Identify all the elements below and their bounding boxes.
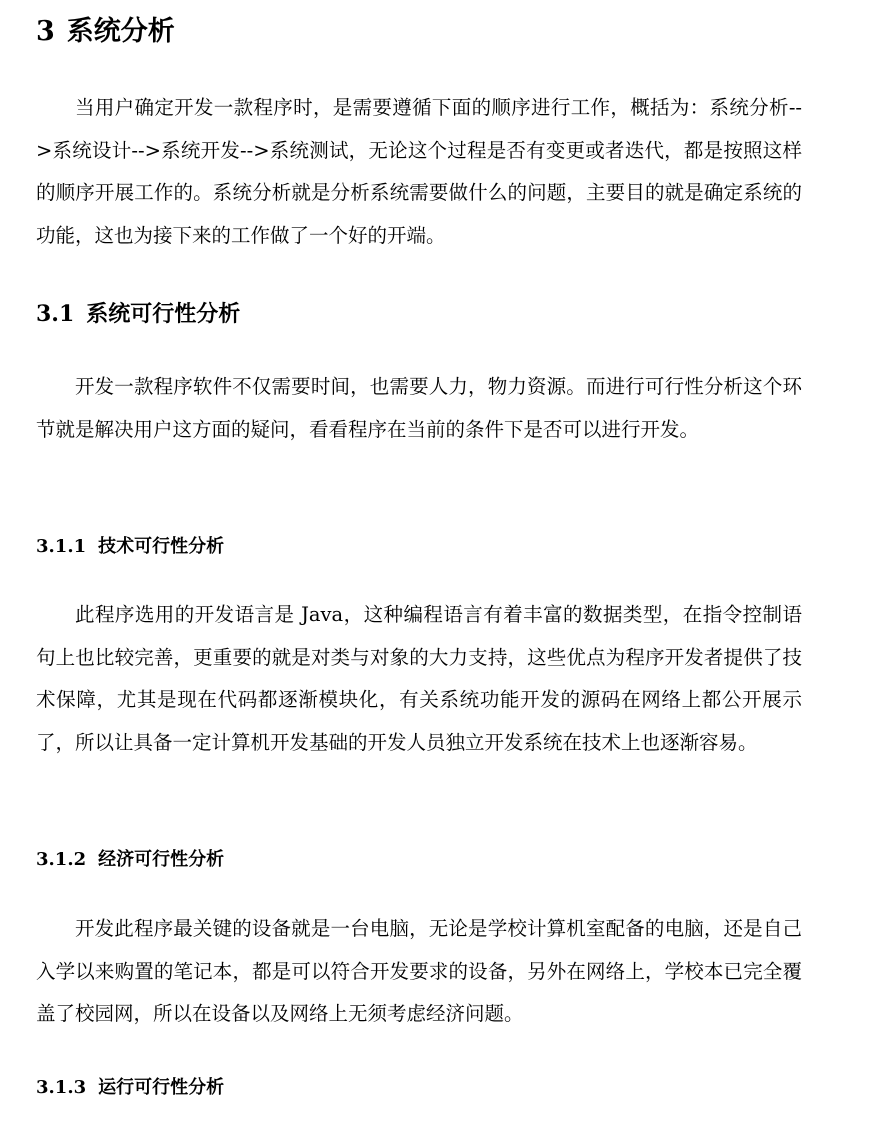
feasibility-paragraph: 开发一款程序软件不仅需要时间，也需要人力，物力资源。而进行可行性分析这个环节就是解决用户这方面的疑问，看看程序在当前的条件下是否可以进行开发。 <box>36 375 802 441</box>
technical-paragraph: 此程序选用的开发语言是 Java，这种编程语言有着丰富的数据类型，在指令控制语句上也比较完善，更重要的就是对类与对象的大力支持，这些优点为程序开发者提供了技术保障，尤其是现在代码都逐渐模块化，有关系统功能开发的源码在网络上都公开展示了，所以让具备一定计算机开发基础的开发人员独立开发系统在技术上也逐渐容易。 <box>36 603 802 754</box>
chapter-heading <box>36 12 175 52</box>
section-number: 3.1 <box>36 301 75 327</box>
subsection-heading-technical <box>36 533 224 561</box>
subsection-heading-economic <box>36 846 224 874</box>
subsection-number-operational: 3.1.3 <box>36 1077 87 1098</box>
subsection-title-operational: 运行可行性分析 <box>98 1077 225 1098</box>
section-heading-feasibility <box>36 297 240 331</box>
subsection-number-technical: 3.1.1 <box>36 536 87 557</box>
subsection-heading-operational <box>36 1074 224 1102</box>
chapter-title: 系统分析 <box>66 16 175 47</box>
economic-paragraph: 开发此程序最关键的设备就是一台电脑，无论是学校计算机室配备的电脑，还是自己入学以来购置的笔记本，都是可以符合开发要求的设备，另外在网络上，学校本已完全覆盖了校园网，所以在设备以及网络上无须考虑经济问题。 <box>36 917 802 1025</box>
subsection-title-technical: 技术可行性分析 <box>98 536 225 557</box>
chapter-number: 3 <box>36 16 55 47</box>
chapter-intro-paragraph: 当用户确定开发一款程序时，是需要遵循下面的顺序进行工作，概括为：系统分析-->系统设计-->系统开发-->系统测试，无论这个过程是否有变更或者迭代，都是按照这样的顺序开展工作的。系统分析就是分析系统需要做什么的问题，主要目的就是确定系统的功能，这也为接下来的工作做了一个好的开端。 <box>36 96 802 247</box>
section-title: 系统可行性分析 <box>86 301 241 327</box>
subsection-number-economic: 3.1.2 <box>36 849 87 870</box>
subsection-title-economic: 经济可行性分析 <box>98 849 225 870</box>
